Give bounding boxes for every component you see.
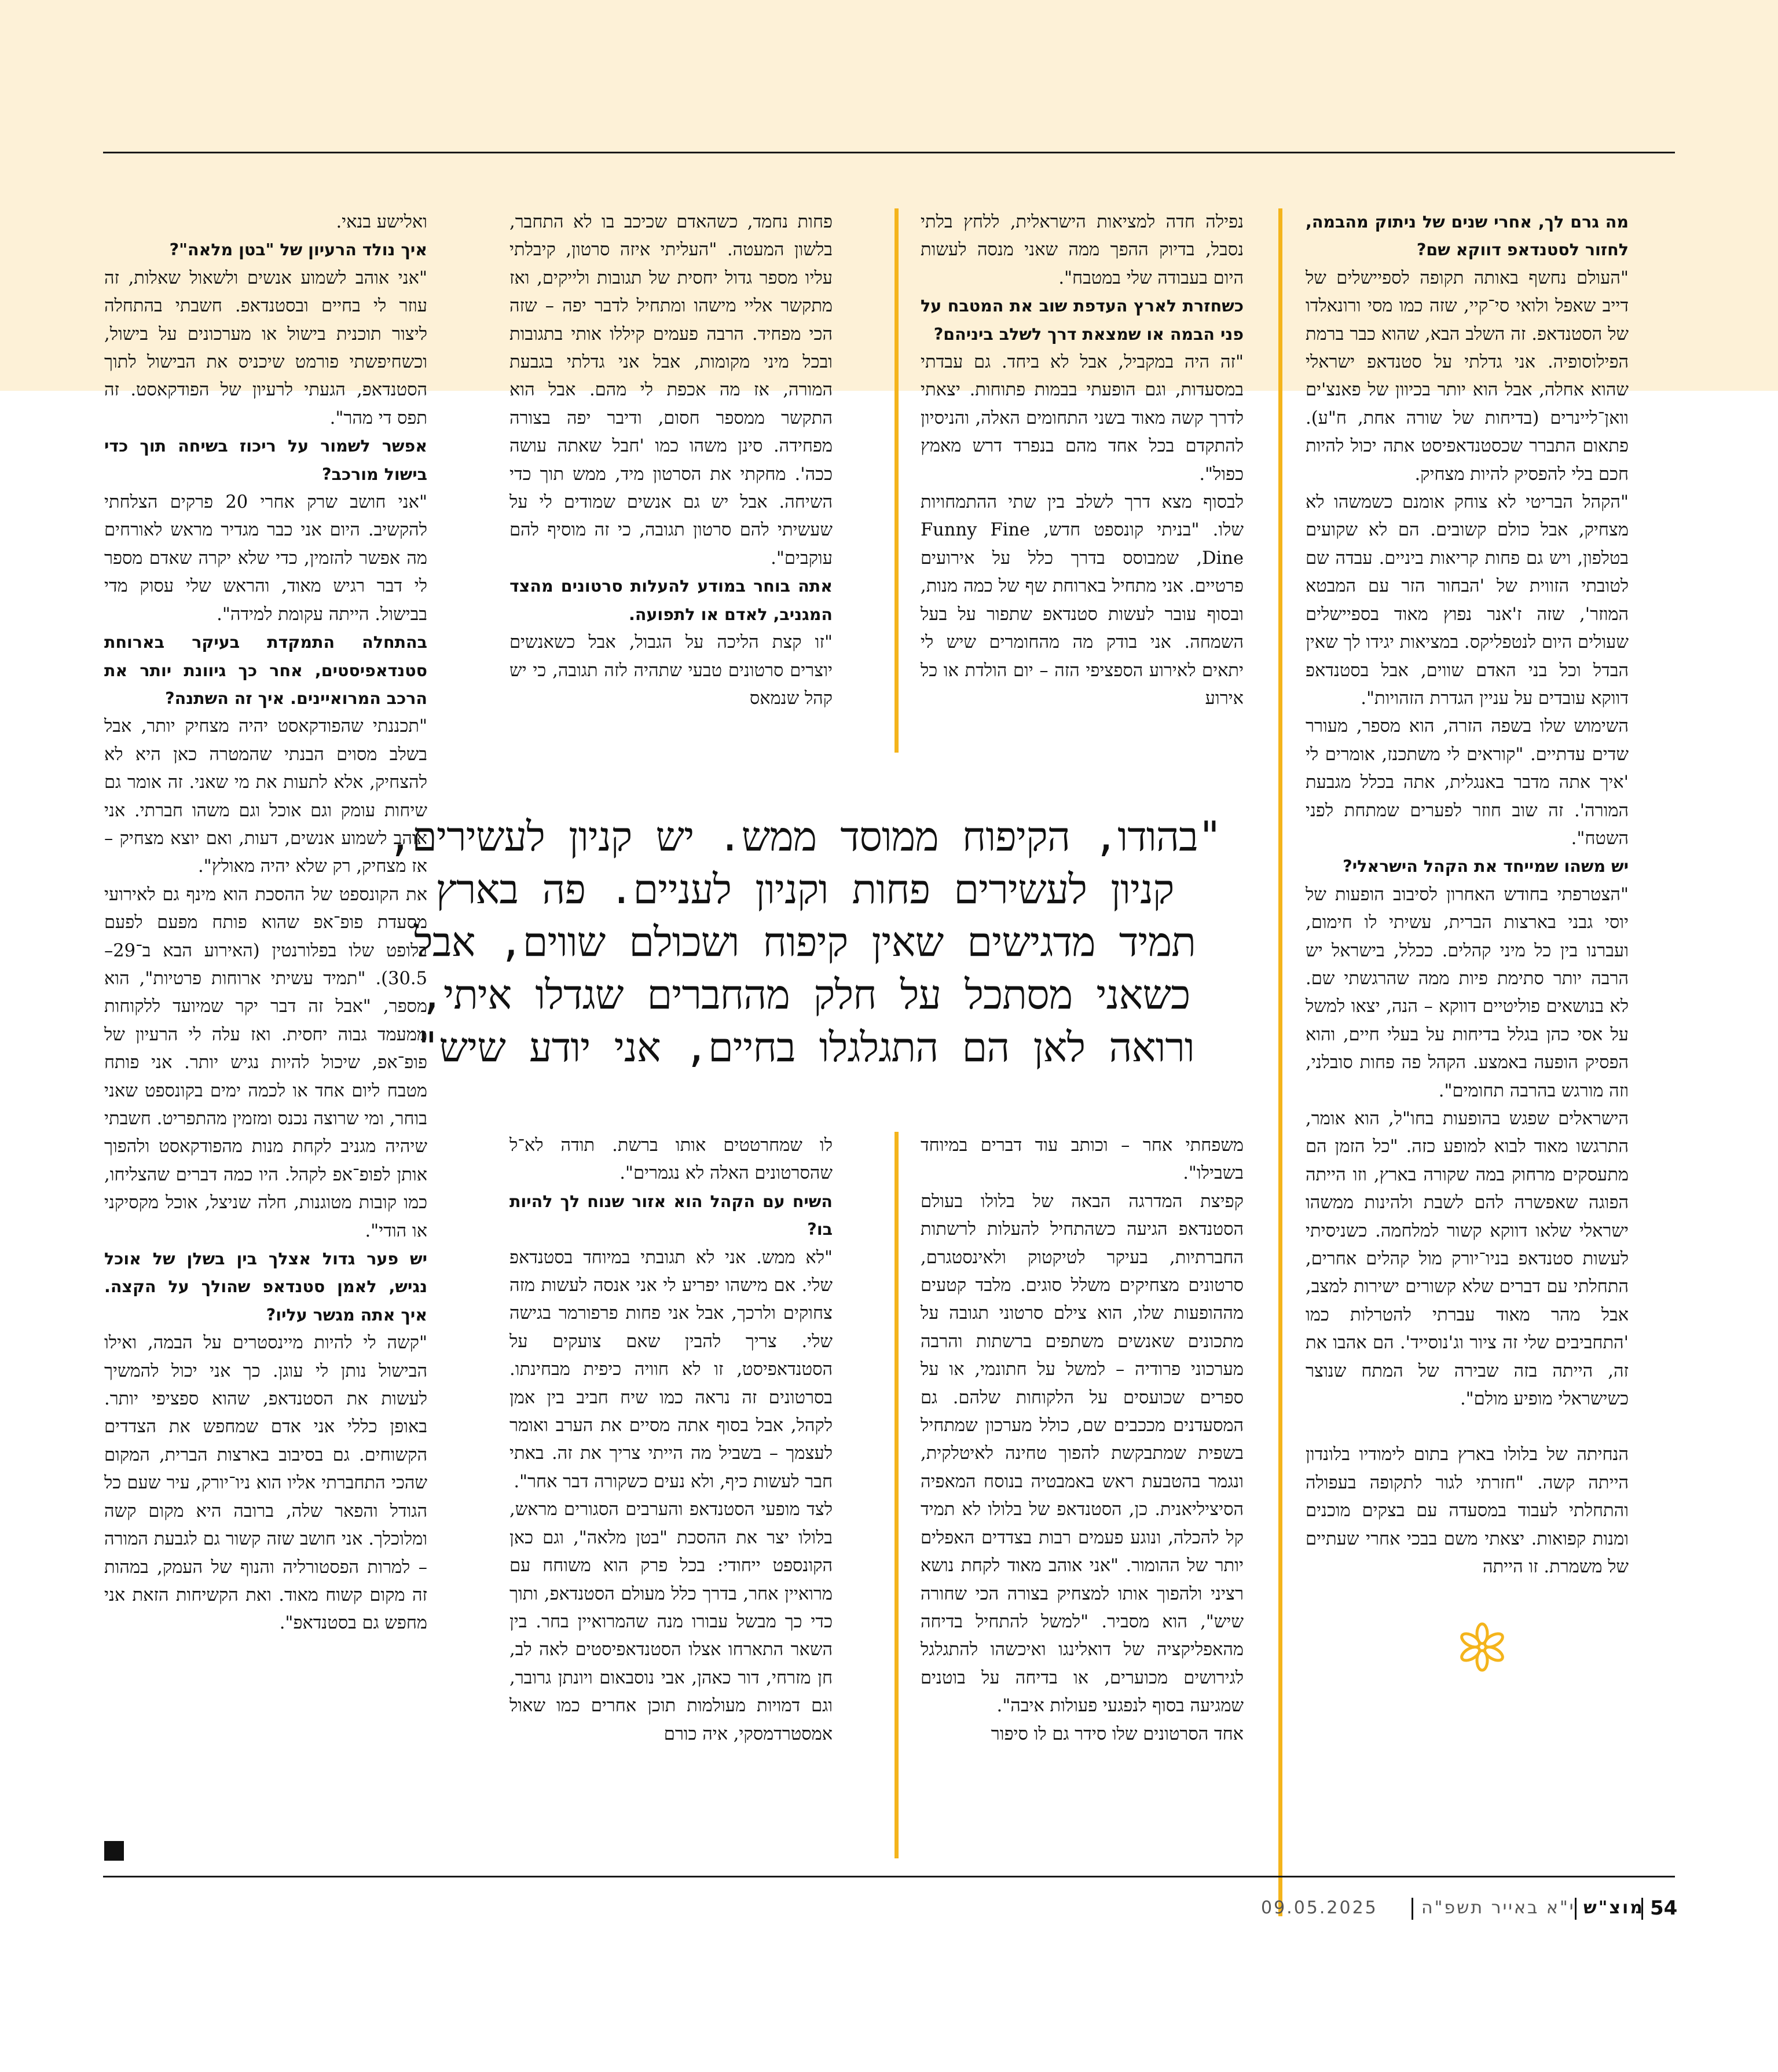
body-paragraph: קפיצת המדרגה הבאה של בלולו בעולם הסטנדאפ הגיעה כשהתחיל להעלות לרשתות החברתיות, בעיקר לטיקטוק ולאינסטגרם, סרטונים מצחיקים משלל סוגים. מלבד קטעים מההופעות שלו, הוא צילם סרטוני תגובה על מתכונים שאנשים משתפים ברשתות והרבה מערכוני פרודיה – למשל על חתונמי, או על ספרים שכועסים על הלקוחות שלהם. גם המסעדנים מככבים שם, כולל מערכון שמתחיל בשפית שמתבקשת להפוך טחינה לאיטלקית, ונגמר בהטבעת ראש באמבטיה בנוסח המאפיה הסיציליאנית. כן, הסטנדאפ של בלולו לא תמיד קל להכלה, ונוגע פעמים רבות בצדדים האפלים יותר של ההומור. "אני אוהב מאוד לקחת נושא רציני ולהפוך אותו למצחיק בצורה הכי שחורה שיש", הוא מסביר. "למשל להתחיל בדיחה מהאפליקציה של דואלינגו ואיכשהו להתגלגל לגירושים מכוערים, או בדיחה על בוטנים שמגיעה בסוף לנפגעי פעולות איבה". (921, 1191, 1244, 1717)
body-paragraph: "זו קצת הליכה על הגבול, אבל כשאנשים יוצרים סרטונים טבעי שתהיה לזה תגובה, כי יש קהל שנמאס (509, 632, 833, 709)
article-column-3-bottom (509, 1132, 833, 1861)
body-paragraph: אחד הסרטונים שלו סידר גם לו סיפור (991, 1723, 1244, 1744)
interview-question: יש משהו שמייחד את הקהל הישראלי? (1343, 857, 1629, 877)
pull-quote-line: ורואה לאן הם התגלגלו בחיים, אני יודע שיש" (415, 1024, 1194, 1071)
page-number: 54 (1650, 1897, 1678, 1920)
article-column-2-bottom (921, 1132, 1244, 1861)
footer-divider (1412, 1898, 1413, 1920)
footer-hebrew-date: י"א באייר תשפ"ה (1421, 1898, 1575, 1918)
footer-section: מוצ"ש (1583, 1898, 1644, 1918)
interview-question: איך נולד הרעיון של "בטן מלאה"? (169, 240, 427, 260)
flower-ornament-icon (1456, 1621, 1508, 1673)
pull-quote-line: "בהודו, הקיפוח ממוסד ממש. יש קניון לעשירים, (388, 813, 1222, 860)
footer-date: 09.05.2025 (1261, 1898, 1378, 1918)
body-paragraph: "הקהל הבריטי לא צוחק אומנם כשמשהו לא מצחיק, אבל כולם קשובים. הם לא שקועים בטלפון, ויש גם פחות קריאות ביניים. עבדה שם לטובתי הזווית של 'הבחור הזר עם המבטא המוזר', שזה ז'אנר נפוץ מאוד בספיישלים שעולים היום לנטפליקס. במציאות יגידו לך שאין הבדל וכל בני האדם שווים, אבל בסטנדאפ דווקא עובדים על עניין הגדרת הזהויות". (1306, 492, 1629, 709)
interview-question: אתה בוחר במודע להעלות סרטונים מהצד המגניב, לאדם או לתפועה. (509, 577, 833, 624)
body-paragraph: את הקונספט של ההסכת הוא מינף גם לאירועי מסעדת פופ־אפ שהוא פותח מפעם לפעם בלופט שלו בפלורנטין (האירוע הבא ב־29–30.5). "תמיד עשיתי ארוחות פרטיות", הוא מספר, "אבל זה דבר יקר שמיועד ללקוחות ממעמד גבוה יחסית. ואז עלה לי הרעיון של פופ־אפ, שיכול להיות נגיש יותר. אני פותח מטבח ליום אחד או לכמה ימים בקונספט שאני בוחר, ומי שרוצה נכנס ומזמין מהתפריט. חשבתי שיהיה מגניב לקחת מנות מהפודקאסט ולהפוך אותן לפופ־אפ לקהל. היו כמה דברים שהצליחו, כמו קובות מטוגנות, חלה שניצל, אוכל מקסיקני או הודי". (104, 884, 427, 1241)
body-paragraph: פחות נחמד, כשהאדם שכיכב בו לא התחבר, בלשון המעטה. "העליתי איזה סרטון, קיבלתי עליו מספר גדול יחסית של תגובות ולייקים, ואז מתקשר אליי מישהו ומתחיל לדבר יפה – שזה הכי מפחיד. הרבה פעמים קיללו אותי בתגובות ובכל מיני מקומות, אבל אני גדלתי בגבעת המורה, אז מה אכפת לי מהם. אבל הוא התקשר ממספר חסום, ודיבר יפה בצורה מפחידה. סינן משהו כמו 'חבל שאתה עושה ככה'. מחקתי את הסרטון מיד, ממש תוך כדי השיחה. אבל יש גם אנשים שמודים לי על שעשיתי להם סרטון תגובה, כי זה מוסיף להם עוקבים". (509, 212, 833, 569)
body-paragraph: "הצטרפתי בחודש האחרון לסיבוב הופעות של יוסי גבני בארצות הברית, עשיתי לו חימום, ועברנו בין כל מיני קהלים. ככלל, בישראל יש הרבה יותר סתימת פיות ממה שהרגשתי שם. לא בנושאים פוליטיים דווקא – הנה, יצאו למשל על אסי כהן בגלל בדיחות על בעלי חיים, והוא הפסיק הופעה באמצע. הקהל פה פחות סובלני, וזה מורגש בהרבה תחומים". (1306, 884, 1629, 1101)
body-paragraph: השימוש שלו בשפה הזרה, הוא מספר, מעורר שדים עדתיים. "קוראים לי משתכנז, אומרים לי 'איך אתה מדבר באנגלית, אתה בכלל מגבעת המורה'. זה שוב חוזר לפערים שמתחת לפני השטח". (1306, 716, 1629, 849)
paragraph-gap (1306, 1413, 1629, 1441)
top-rule (103, 152, 1675, 153)
body-paragraph: "זה היה במקביל, אבל לא ביחד. גם עבדתי במסעדות, וגם הופעתי בבמות פתוחות. יצאתי לדרך קשה מאוד בשני התחומים האלה, והניסיון להתקדם בכל אחד מהם בנפרד דרש מאמץ כפול". (921, 352, 1244, 485)
interview-question: אפשר לשמור על ריכוז בשיחה תוך כדי בישול מורכב? (104, 437, 427, 484)
body-paragraph: ואלישע בנאי. (336, 212, 427, 232)
body-paragraph: לו שמחרטטים אותו ברשת. תודה לא־ל שהסרטונים האלה לא נגמרים". (509, 1135, 833, 1184)
end-of-article-mark (104, 1841, 124, 1861)
body-paragraph: לבסוף מצא דרך לשלב בין שתי ההתמחויות שלו. "בניתי קונספט חדש, Funny Fine Dine, שמבוסס בדרך כלל על אירועים פרטיים. אני מתחיל בארוחת שף של כמה מנות, ובסוף עובר לעשות סטנדאפ שתפור על בעל השמחה. אני בודק מה מהחומרים שיש לי יתאים לאירוע הספציפי הזה – יום הולדת או כל אירוע (921, 492, 1244, 709)
interview-question: בהתחלה התמקדת בעיקר בארוחת סטנדאפיסטים, אחר כך גיוונת יותר את הרכב המרואיינים. איך זה השתנה? (104, 633, 427, 708)
body-paragraph: "תכננתי שהפודקאסט יהיה מצחיק יותר, אבל בשלב מסוים הבנתי שהמטרה כאן היא לא להצחיק, אלא לתעות את מי שאני. זה אומר גם שיחות עומק וגם אוכל וגם משהו חברתי. אני אוהב לשמוע אנשים, דעות, ואם יוצא מצחיק – אז מצחיק, רק שלא יהיה מאולץ". (104, 716, 427, 877)
body-paragraph: "קשה לי להיות מיינסטרים על הבמה, ואילו הבישול נותן לי עוגן. כך אני יכול להמשיך לעשות את הסטנדאפ, שהוא ספציפי יותר. באופן כללי אני אדם שמחפש את הצדדים הקשוחים. גם בסיבוב בארצות הברית, המקום שהכי התחברתי אליו הוא ניו־יורק, עיר שעם כל הגודל והפאר שלה, ברובה היא מקום קשה ומלוכלך. אני חושב שזה קשור גם לגבעת המורה – למרות הפסטורליה והנוף של העמק, במהות זה מקום קשוח מאוד. ואת הקשיחות הזאת אני מחפש גם בסטנדאפ". (104, 1333, 427, 1634)
article-column-2-top (921, 208, 1244, 753)
body-paragraph: הנחיתה של בלולו בארץ בתום לימודיו בלונדון הייתה קשה. "חזרתי לגור לתקופה בעפולה והתחלתי לעבוד במסעדה עם בצקים מוכנים ומנות קפואות. יצאתי משם בבכי אחרי שעתיים של משמרת. זו הייתה (1306, 1444, 1629, 1578)
body-paragraph: נפילה חדה למציאות הישראלית, ללחץ בלתי נסבל, בדיוק ההפך ממה שאני מנסה לעשות היום בעבודה שלי במטבח". (921, 212, 1244, 288)
interview-question: השיח עם הקהל הוא אזור שנוח לך להיות בו? (509, 1191, 833, 1239)
article-column-3-top (509, 208, 833, 753)
column-divider-2-bottom (895, 1132, 899, 1858)
interview-question: מה גרם לך, אחרי שנים של ניתוק מהבמה, לחזור לסטנדאפ דווקא שם? (1306, 212, 1629, 260)
interview-question: יש פער גדול אצלך בין בשלן של אוכל נגיש, לאמן סטנדאפ שהולך על הקצה. איך אתה מגשר עליו? (104, 1249, 427, 1325)
column-divider-2-top (895, 208, 899, 753)
pull-quote-line: כשאני מסתכל על חלק מהחברים שגדלו איתי, (419, 971, 1190, 1018)
body-paragraph: "אני חושב שרק אחרי 20 פרקים הצלחתי להקשיב. היום אני כבר מגדיר מראש לאורחים מה אפשר להזמין, כדי שלא יקרה שאדם מספר לי דבר רגיש מאוד, והראש שלי עסוק מדי בבישול. הייתה עקומת למידה". (104, 492, 427, 625)
interview-question: כשחזרת לארץ העדפת שוב את המטבח על פני הבמה או שמצאת דרך לשלב ביניהם? (921, 296, 1244, 344)
pull-quote-line: תמיד מדגישים שאין קיפוח ושכולם שווים, אבל (414, 918, 1196, 966)
body-paragraph: "העולם נחשף באותה תקופה לספיישלים של דייב שאפל ולואי סי־קיי, שזה כמו מסי ורונאלדו של הסטנדאפ. זה השלב הבא, שהוא כבר ברמת הפילוסופיה. אני גדלתי על סטנדאפ ישראלי שהוא אחלה, אבל הוא יותר בכיוון של פאנצ'ים וואן־ליינרים (בדיחות של שורה אחת, ח"ע). פתאום התברר שכסטנדאפיסט אתה יכול להיות חכם בלי להפסיק להיות מצחיק. (1306, 267, 1629, 485)
pull-quote-line: קניון לעשירים פחות וקניון לעניים. פה בארץ (435, 866, 1174, 913)
body-paragraph: "אני אוהב לשמוע אנשים ולשאול שאלות, זה עוזר לי בחיים ובסטנדאפ. חשבתי בהתחלה ליצור תוכנית בישול או מערכונים על בישול, וכשחיפשתי פורמט שיכניס את הבישול לתוך הסטנדאפ, הגעתי לרעיון של הפודקאסט. זה תפס די מהר". (104, 267, 427, 428)
body-paragraph: הישראלים שפגש בהופעות בחו"ל, הוא אומר, התרגשו מאוד לבוא למופע כזה. "כל הזמן הם מתעסקים מרחוק במה שקורה בארץ, וזו הייתה הפוגה שאפשרה להם לשבת ולהינות ממשהו ישראלי שלאו דווקא קשור למלחמה. כשניסיתי לעשות סטנדאפ בניו־יורק מול קהלים אחרים, התחלתי עם דברים שלא קשורים ישירות למצב, אבל מהר מאוד עברתי להטרלות כמו 'התחביבים שלי זה ציור וג'נוסייד'. הם אהבו את זה, הייתה בזה שבירה של המתח שנוצר כשישראלי מופיע מולם". (1306, 1109, 1629, 1410)
bottom-rule (103, 1876, 1675, 1877)
body-paragraph: משפחתי אחר – וכותב עוד דברים במיוחד בשבילו". (921, 1135, 1244, 1184)
body-paragraph: לצד מופעי הסטנדאפ והערבים הסגורים מראש, בלולו יצר את ההסכת "בטן מלאה", וגם כאן הקונספט ייחודי: בכל פרק הוא משוחח עם מרואיין אחר, בדרך כלל מעולם הסטנדאפ, ותוך כדי כך מבשל עבורו מנה שהמרואיין בחר. בין השאר התארחו אצלו הסטנדאפיסטים לאה לב, חן מזרחי, דור כאהן, אבי נוסבאום ויונתן גרובר, וגם דמויות מעולמות תוכן אחרים כמו שאול אמסטרדמסקי, איה כורם (509, 1499, 833, 1744)
body-paragraph: "לא ממש. אני לא תגובתי במיוחד בסטנדאפ שלי. אם מישהו יפריע לי אני אנסה לעשות מזה צחוקים ולרכך, אבל אני פחות פרפורמר בגישה שלי. צריך להבין שאם צועקים על הסטנדאפיסט, זו לא חוויה כיפית מבחינתו. בסרטונים זה נראה כמו שיח חביב בין אמן לקהל, אבל בסוף אתה מסיים את הערב ואומר לעצמך – בשביל מה הייתי צריך את זה. באתי חבר לעשות כיף, ולא נעים כשקורה דבר אחר". (509, 1247, 833, 1492)
pull-quote (307, 811, 1303, 1077)
